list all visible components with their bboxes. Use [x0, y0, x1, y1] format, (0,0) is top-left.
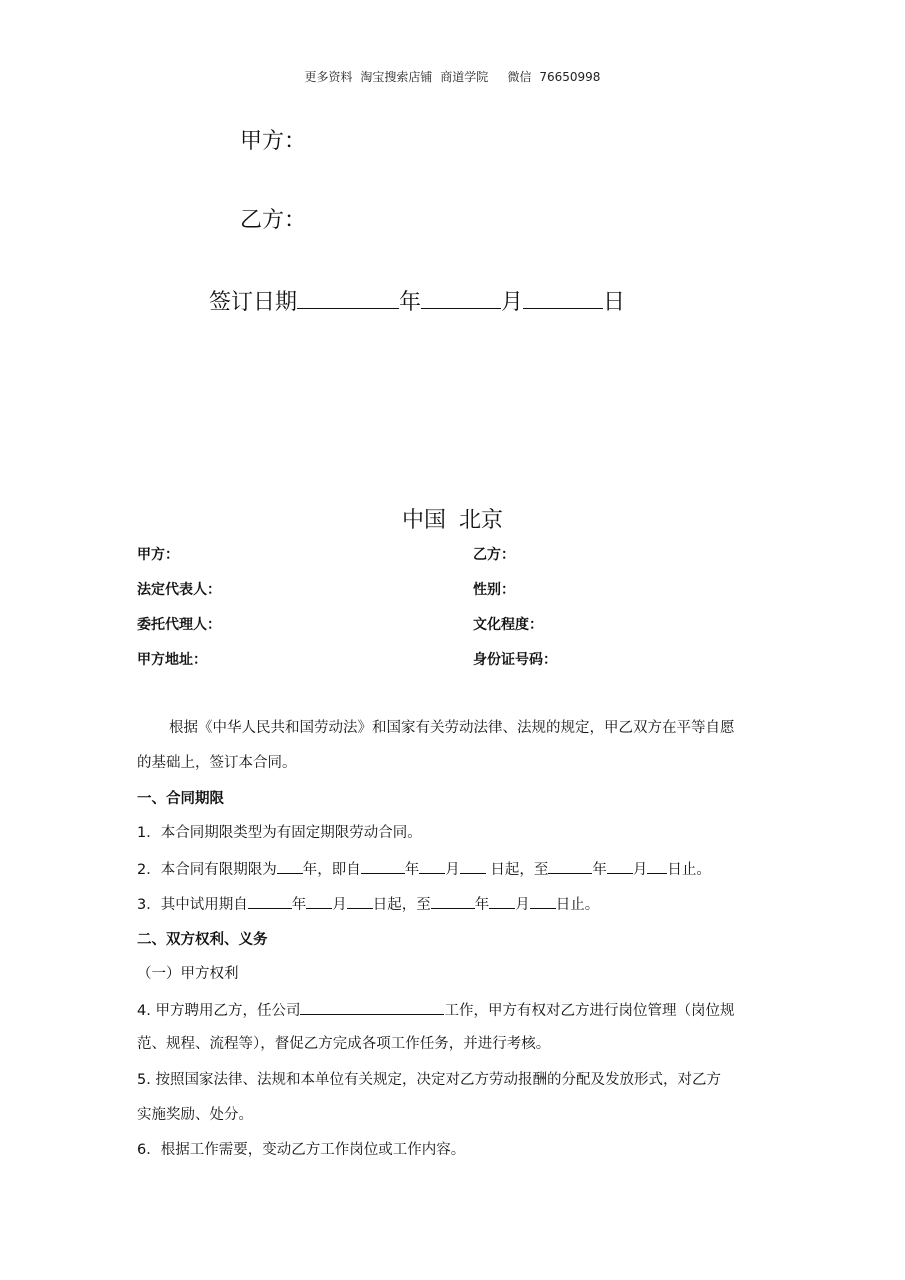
clause-2-text: 年，即自	[302, 862, 361, 878]
year-label: 年	[399, 290, 422, 316]
id-number-label: 身份证号码：	[473, 652, 557, 668]
blank	[530, 893, 556, 909]
clause-3-text: 月	[332, 897, 347, 913]
blank	[460, 858, 486, 874]
preamble-line-1: 根据《中华人民共和国劳动法》和国家有关劳动法律、法规的规定，甲乙双方在平等自愿	[169, 720, 735, 736]
clause-2-text: 月	[632, 862, 648, 878]
gender-label: 性别：	[473, 582, 515, 598]
party-info	[137, 544, 777, 684]
blank	[607, 858, 633, 874]
party-row	[137, 649, 777, 684]
party-row	[137, 544, 777, 579]
clause-2-text: 年	[592, 862, 607, 878]
cover-party-a: 甲方：	[240, 129, 307, 154]
clause-3-text: 日起，至	[372, 897, 431, 913]
clause-1: 1．本合同期限类型为有固定期限劳动合同。	[137, 825, 422, 841]
section-1-title: 一、合同期限	[137, 791, 224, 807]
clause-3-text: 年	[474, 897, 490, 913]
header-note-part: 更多资料	[304, 70, 353, 84]
clause-3-text: 年	[291, 897, 307, 913]
clause-2-text: 年	[404, 862, 420, 878]
clause-3-text: 月	[515, 897, 530, 913]
legal-rep-label: 法定代表人：	[137, 582, 221, 598]
clause-6: 6．根据工作需要，变动乙方工作岗位或工作内容。	[137, 1142, 466, 1158]
day-blank	[523, 284, 603, 309]
blank	[361, 858, 405, 874]
header-note-part: 微信	[507, 70, 532, 84]
header-note	[0, 68, 905, 85]
blank	[347, 893, 373, 909]
party-row	[137, 579, 777, 614]
clause-3-text: 3．其中试用期自	[137, 897, 248, 913]
clause-4-line-1	[137, 999, 777, 1021]
section-2-title: 二、双方权利、义务	[137, 932, 268, 948]
clause-3-text: 日止。	[555, 897, 600, 913]
clause-4-text: 4. 甲方聘用乙方，任公司	[137, 1003, 301, 1019]
clause-4-line-2: 范、规程、流程等），督促乙方完成各项工作任务，并进行考核。	[137, 1036, 551, 1052]
year-blank	[297, 284, 399, 309]
blank	[489, 893, 515, 909]
location-title: 中国 北京	[402, 508, 503, 533]
clause-2-text: 日止。	[667, 862, 711, 878]
education-label: 文化程度：	[473, 617, 543, 633]
blank	[277, 858, 303, 874]
header-note-part: 76650998	[539, 70, 601, 84]
blank	[419, 858, 445, 874]
party-b-label: 乙方：	[473, 547, 515, 563]
blank	[300, 999, 444, 1015]
header-note-part: 淘宝搜索店铺	[360, 70, 433, 84]
blank	[306, 893, 332, 909]
blank	[548, 858, 592, 874]
a-address-label: 甲方地址：	[137, 652, 207, 668]
month-blank	[421, 284, 501, 309]
clause-2-text: 日起，至	[485, 862, 549, 878]
cover-sign-date	[209, 284, 625, 316]
header-note-part: 商道学院	[440, 70, 489, 84]
clause-4-text: 工作，甲方有权对乙方进行岗位管理（岗位规	[444, 1003, 735, 1019]
clause-3	[137, 893, 777, 915]
clause-2	[137, 858, 777, 880]
party-a-label: 甲方：	[137, 547, 179, 563]
blank	[431, 893, 475, 909]
blank	[248, 893, 292, 909]
day-label: 日	[603, 290, 626, 316]
subsection-1: （一）甲方权利	[137, 966, 239, 982]
clause-2-text: 月	[445, 862, 460, 878]
preamble-line-2: 的基础上，签订本合同。	[137, 755, 297, 771]
month-label: 月	[501, 290, 524, 316]
agent-label: 委托代理人：	[137, 617, 221, 633]
party-row	[137, 614, 777, 649]
sign-date-label: 签订日期	[209, 290, 298, 316]
blank	[647, 858, 667, 874]
cover-party-b: 乙方：	[240, 208, 307, 233]
clause-5-line-2: 实施奖励、处分。	[137, 1107, 253, 1123]
clause-2-text: 2．本合同有限期限为	[137, 862, 277, 878]
clause-5-line-1: 5. 按照国家法律、法规和本单位有关规定，决定对乙方劳动报酬的分配及发放形式，对乙方	[137, 1072, 721, 1088]
